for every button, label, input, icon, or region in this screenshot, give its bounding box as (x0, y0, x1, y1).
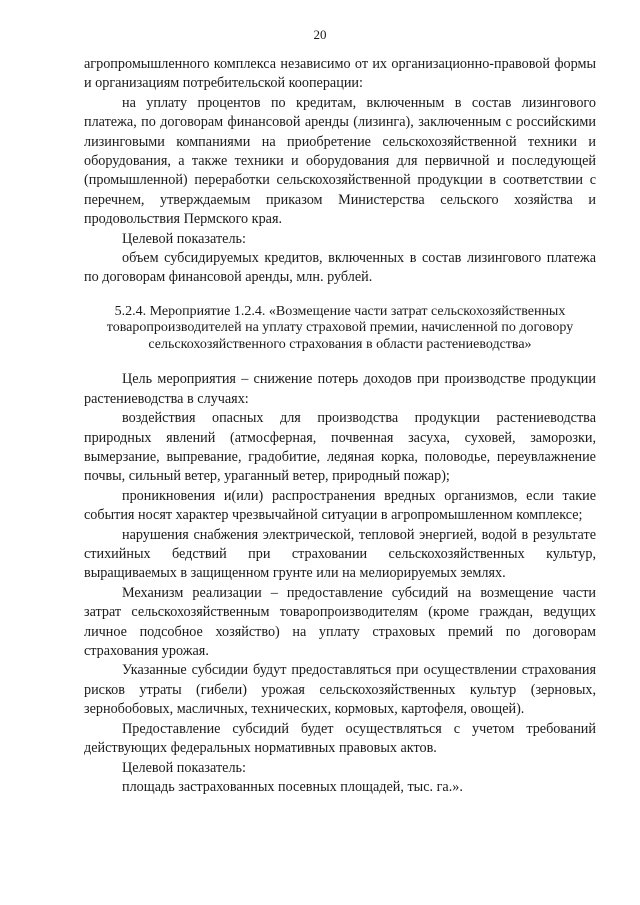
paragraph: Предоставление субсидий будет осуществляться с учетом требований действующих федеральных нормативных правовых актов. (84, 720, 596, 757)
paragraph: Цель мероприятия – снижение потерь доходов при производстве продукции растениеводства в случаях: (84, 371, 596, 407)
paragraph: Механизм реализации – предоставление субсидий на возмещение части затрат сельскохозяйственным товаропроизводителям (кроме граждан, ведущих личное подсобное хозяйство) на уплату страховых премий по договорам страхования урожая. (84, 584, 596, 660)
paragraph: проникновения и(или) распространения вредных организмов, если такие события носят характер чрезвычайной ситуации в агропромышленном комплексе; (84, 487, 596, 524)
page-number: 20 (313, 27, 327, 42)
section-heading: 5.2.4. Мероприятие 1.2.4. «Возмещение части затрат сельскохозяйственных товаропроизводителей на уплату страховой премии, начисленной по договору сельскохозяйственного страхования в области растениеводства» (106, 303, 574, 352)
paragraph: площадь застрахованных посевных площадей, тыс. га.». (122, 778, 463, 795)
paragraph: воздействия опасных для производства продукции растениеводства природных явлений (атмосферная, почвенная засуха, суховей, заморозки, вымерзание, выпревание, градобитие, ледяная корка, половодье, переувлажнение почвы, сильный ветер, ураганный ветер, природный пожар); (84, 410, 596, 485)
paragraph: Целевой показатель: (122, 230, 246, 247)
paragraph: на уплату процентов по кредитам, включенным в состав лизингового платежа, по договорам финансовой аренды (лизинга), заключенным с российскими лизинговыми компаниями на приобретение сельскохозяйственной техники и оборудования, а также техники и оборудования для первичной и последующей (промышленной) переработки сельскохозяйственной продукции в соответствии с перечнем, утверждаемым приказом Министерства сельского хозяйства и продовольствия Пермского края. (84, 94, 596, 228)
paragraph: нарушения снабжения электрической, тепловой энергией, водой в результате стихийных бедствий при страховании сельскохозяйственных культур, выращиваемых в защищенном грунте или на мелиорируемых землях. (84, 526, 596, 582)
paragraph: Указанные субсидии будут предоставляться при осуществлении страхования рисков утраты (гибели) урожая сельскохозяйственных культур (зерновых, зернобобовых, масличных, технических, кормовых, картофеля, овощей). (84, 662, 596, 718)
paragraph: объем субсидируемых кредитов, включенных в состав лизингового платежа по договорам финансовой аренды, млн. рублей. (84, 250, 596, 286)
paragraph: Целевой показатель: (122, 759, 246, 776)
document-body (84, 55, 596, 797)
paragraph: агропромышленного комплекса независимо от их организационно-правовой формы и организациям потребительской кооперации: (84, 56, 596, 92)
